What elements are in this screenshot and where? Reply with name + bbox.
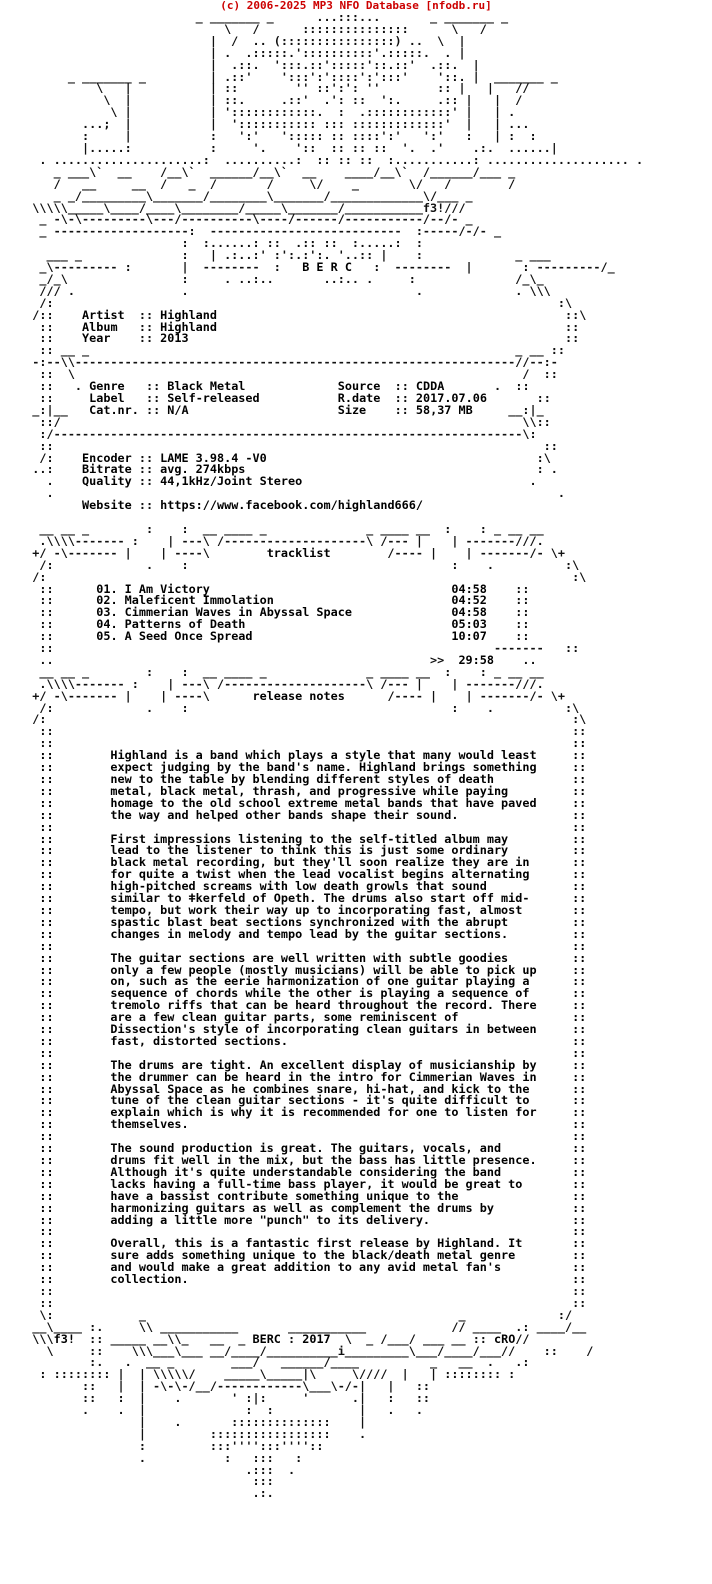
track-2: 02. Maleficent Immolation: [96, 593, 274, 608]
track-4-time: 05:03: [451, 617, 487, 632]
album-value: Highland: [160, 319, 217, 334]
label-year: Year: [82, 331, 111, 346]
release-notes-heading: release notes: [252, 688, 345, 703]
footer-year: 2017: [302, 1331, 331, 1346]
label-album: Album: [82, 319, 118, 334]
group-name: B E R C: [302, 260, 352, 275]
track-5: 05. A Seed Once Spread: [96, 629, 253, 644]
label-artist: Artist: [82, 307, 125, 322]
label-source: Source: [337, 379, 381, 394]
label-genre: Genre: [89, 379, 125, 394]
track-1-time: 04:58: [451, 581, 487, 596]
track-3: 03. Cimmerian Waves in Abyssal Space: [96, 605, 352, 620]
source-value: CDDA: [415, 379, 445, 394]
label-value: Self-released: [167, 391, 260, 405]
label-label: Label: [89, 391, 125, 405]
nfo-document: _ _______ _ ...:::... _ _______ _ \ / ::::::::::::::: \ / | / .. (::::::::::::::::) .. \ | | . .:::::.'::::::::::'.:::::. . | | .::. ':::.::':::::'::.::' .::. | _ _______ _ | .::' ':::':'::::':':::' '::. | _______ _ \ | | :: '' ::':': '' :: | | // \ | | ::. .::' .': :: ':. .:: | | / \ | | '::::::::::::. : .::::::::::::' | | . ...; | | '::::::::::: ::: :::::::::::::' | | ... : | : ':' '::::: :: ::::':' ':' : | : : |.....: : '. ':: :: :: :: '. .' .:. ......| . .....................: ..........: :: :: :: :...........: .................... . _ ___\` __ /__\` ______/__\` __ ____/__\` /______/___ _ / __ __ / _ / / \/ _ \/ / / _ _/_________\_______/________\_______/_____________\/___ _ \\\\\_____\____/____\________/_____\_______/___________f3!/// _ -\-\---------\---/----------\----/------/-----------/--/- _ _ -------------------: --------------------------- :-----/-/- _ : :......: :: .:: :: :.....: : ___ _ : | .:..:' :':.:':. '..:: | : _ ___ _\--------- : | -------- : B E R C : -------- | : ---------/_ _/_\ : . ..:.. ..:.. . : /_\_ /// . . . . \\\ /: :\ /:: Artist :: Highland ::\ :: Album :: Highland :: :: Year :: 2013 :: :: __ _ _ __ :: -:--\\--------------------------------------------------------------//--:- :: \ / :: :: . Genre :: Black Metal Source :: CDDA . :: :: Label :: Self-released R.date :: 2017.07.06 :: _:|__ Cat.nr. :: N/A Size :: 58,37 MB __:|_ ::/ \\:: :/------------------------------------------------------------------\: :: :: /: Encoder :: LAME 3.98.4 -V0 :\ ..: Bitrate :: avg. 274kbps : . . Quality :: 44,1kHz/Joint Stereo . . . Website :: https://www.facebook.com/highland666/ __ __ _ : : __ ____ _ _ ____ __ : : _ __ __ .\\\\------- : | ---\ /--------------------\ /--- | | -------///. +/ -\------- | | ----\ tracklist /---- | | -------/- \+ /: . : : . :\ /: :\ :: 01. I Am Victory 04:58 :: :: 02. Maleficent Immolation 04:52 :: :: 03. Cimmerian Waves in Abyssal Space 04:58 :: :: 04. Patterns of Death 05:03 :: :: 05. A Seed Once Spread 10:07 :: :: ------- :: .. >> 29:58 .. __ __ _ : : __ ____ _ _ ____ __ : : _ __ __ .\\\\------- : | ---\ /--------------------\ /--- | | -------///. +/ -\------- | | ----\ release notes /---- | | -------/- \+ /: . : : . :\ /: :\ :: :: :: :: :: Highland is a band which plays a style that many would least :: :: expect judging by the band's name. Highland brings something :: :: new to the table by blending different styles of death :: :: metal, black metal, thrash, and progressive while paying :: :: homage to the old school extreme metal bands that have paved :: :: the way and helped other bands shape their sound. :: :: :: :: First impressions listening to the self-titled album may :: :: lead to the listener to think this is just some ordinary :: :: black metal recording, but they'll soon realize they are in :: :: for quite a twist when the lead vocalist begins alternating :: :: high-pitched screams with low death growls that sound :: :: similar to ǂkerfeld of Opeth. The drums also start off mid- :: :: tempo, but work their way up to incorporating fast, almost :: :: spastic blast beat sections synchronized with the abrupt :: :: changes in melody and tempo lead by the guitar sections. :: :: :: :: The guitar sections are well written with subtle goodies :: :: only a few people (mostly musicians) will be able to pick up :: :: on, such as the eerie harmonization of one guitar playing a :: :: sequence of chords while the other is playing a sequence of :: :: tremolo riffs that can be heard throughout the record. There :: :: are a few clean guitar parts, some reminiscent of :: :: Dissection's style of incorporating clean guitars in between :: :: fast, distorted sections. :: :: :: :: The drums are tight. An excellent display of musicianship by :: :: the drummer can be heard in the intro for Cimmerian Waves in :: :: Abyssal Space as he combines snare, hi-hat, and kick to the :: :: tune of the clean guitar sections - it's quite difficult to :: :: explain which is why it is recommended for one to listen for :: :: themselves. :: :: :: :: The sound production is great. The guitars, vocals, and :: :: drums fit well in the mix, but the bass has little presence. :: :: Although it's quite understandable considering the band :: :: lacks having a full-time bass player, it would be great to :: :: have a bassist contribute something unique to the :: :: harmonizing guitars as well as complement the drums by :: :: adding a little more "punch" to its delivery. :: :: :: :: Overall, this is a fantastic first release by Highland. It :: :: sure adds something unique to the black/death metal genre :: :: and would make a great addition to any avid metal fan's :: :: collection. :: :: :: :: :: \: _ _ :/ __\____ :. \\ ___________ ___________ // ____ .: ____/__ \\\f3! :: _____ __\\_ __ _ BERC : 2017 \ _ /___/ ___ __ :: cRO// \ :: \\\___\___ __/____/__________i_________\___/____/___// :: / :. . __ _ ___/ ______/____ _ __ . .: : :::::::: | | \\\\\/ _____\_____|\ \//// | | :::::::: : :: | | -\-\-/__/------------\___\-/-| | :: :: : | . ' :|: ' .| : :: . . | : : | . . | . :::::::::::::: | | ::::::::::::::::: . : :::'''':::'''':: . : ::: : .::: . ::: .:.: [11, 12, 643, 1500]
label-bitrate: Bitrate: [82, 462, 132, 477]
label-encoder: Encoder: [82, 450, 132, 465]
rdate-value: 2017.07.06: [415, 391, 487, 405]
total-time: 29:58: [458, 652, 494, 667]
size-value: 58,37 MB: [415, 402, 473, 417]
tracklist-heading: tracklist: [266, 545, 331, 560]
site-header: (c) 2006-2025 MP3 NFO Database [nfodb.ru]: [220, 0, 492, 12]
website-link[interactable]: https://www.facebook.com/highland666/: [160, 498, 423, 513]
year-value: 2013: [160, 331, 189, 346]
signature-left: f3!: [53, 1331, 75, 1346]
label-website: Website: [82, 498, 132, 513]
signature-right: cRO: [494, 1331, 516, 1346]
label-quality: Quality: [82, 474, 132, 489]
track-3-time: 04:58: [451, 605, 487, 620]
artist-value: Highland: [160, 307, 217, 322]
track-1: 01. I Am Victory: [96, 581, 210, 596]
bitrate-value: avg. 274kbps: [160, 462, 246, 477]
label-size: Size: [337, 402, 367, 417]
track-2-time: 04:52: [451, 593, 487, 608]
logo-art: _ _______ _ ...:::... _ _______ _ \ / ::::::::::::::: \ / | / .. (::::::::::::::::) .. \ | | . .:::::.'::::::::::'.:::::. . | | .::. ':::.::':::::'::.::' .::. | _ _______ _ | .::' ':::':'::::':':::' '::. | _______ _ \ | | :: '' ::':': '' :: | | // \ | | ::. .::' .': :: ':. .:: | | / \ | | '::::::::::::. : .::::::::::::' | | . ...; | | '::::::::::: ::: :::::::::::::' | | ... : | : ':' '::::: :: ::::':' ':' : | : : |.....: : '. ':: :: :: :: '. .' .:. ......| . .....................: ..........: :: :: :: :...........: .................... . _ ___\` __ /__\` ______/__\` __ ____/__\` /______/___ _ / __ __ / _ / / \/ _ \/ / / _ _/_________\_______/________\_______/_____________\/___ _ \\\\\_____\____/____\________/_____\_______/___________f3!/// _ -\-\---------\---/----------\----/------/-----------/--/- _ _ -------------------: --------------------------- :-----/-/- _ : :......: :: .:: :: :.....: : ___ _ : | .:..:' :':.:':. '..:: | : _ ___ _\--------- : | -------- :: [32, 10, 644, 275]
genre-value: Black Metal: [167, 379, 246, 394]
track-4: 04. Patterns of Death: [96, 617, 246, 632]
label-rdate: R.date: [337, 391, 381, 405]
label-catnr: Cat.nr.: [89, 402, 139, 417]
track-5-time: 10:07: [451, 629, 487, 644]
encoder-value: LAME 3.98.4 -V0: [160, 450, 267, 465]
footer-group: BERC: [252, 1331, 281, 1346]
quality-value: 44,1kHz/Joint Stereo: [160, 474, 303, 489]
release-notes: :: :: Highland is a band which plays a style that many would least :: :: expect judging by the band's name. Highland brings something :: :: new to the table by blending different styles of death :: :: metal, black metal, thrash, and progressive while paying :: :: homage to the old school extreme metal bands that have paved :: :: the way and helped other bands shape their sound. :: :: :: :: First impressions listening to the self-titled album may :: :: lead to the listener to think this is just some ordinary :: :: black metal recording, but they'll soon realize they are in :: :: for quite a twist when the lead vocalist begins alternating :: :: high-pitched screams with low death growls that sound :: :: similar to ǂkerfeld of Opeth. The drums also start off mid- :: :: tempo, but work their way up to incorporating fast, almost :: :: spastic blast beat sections synchronized with the abrupt :: :: changes in melody and tempo lead by the guitar sections. :: :: :: :: The guitar sections are well written with subtle goodies :: :: only a few people (mostly musicians) will be able to pick up :: :: on, such as the eerie harmonization of one guitar playing a :: :: sequence of chords while the other is playing a sequence of :: :: tremolo riffs that can be heard throughout the record. There :: :: are a few clean guitar parts, some reminiscent of :: :: Dissection's style of incorporating clean guitars in between :: :: fast, distorted sections. :: :: :: :: The drums are tight. An excellent display of musicianship by :: :: the drummer can be heard in the intro for Cimmerian Waves in :: :: Abyssal Space as he combines snare, hi-hat, and kick to the :: :: tune of the clean guitar sections - it's quite difficult to :: :: explain which is why it is recommended for one to listen for :: :: themselves. :: :: :: :: The sound production is great. The guitars, vocals, and :: :: drums fit well in the mix, but the bass has little presence. :: :: Although it's quite understandable considering the band :: :: lacks having a full-time bass player, it would be great to :: :: have a bassist contribute something unique to the :: :: harmonizing guitars as well as complement the drums by :: :: adding a little more "punch" to its delivery. :: :: :: :: Overall, this is a fantastic first release by Highland. It :: :: sure adds something unique to the black/death metal genre :: :: and would make a great addition to any avid metal fan's :: :: collection. ::: [39, 736, 587, 1287]
catnr-value: N/A: [167, 402, 189, 417]
